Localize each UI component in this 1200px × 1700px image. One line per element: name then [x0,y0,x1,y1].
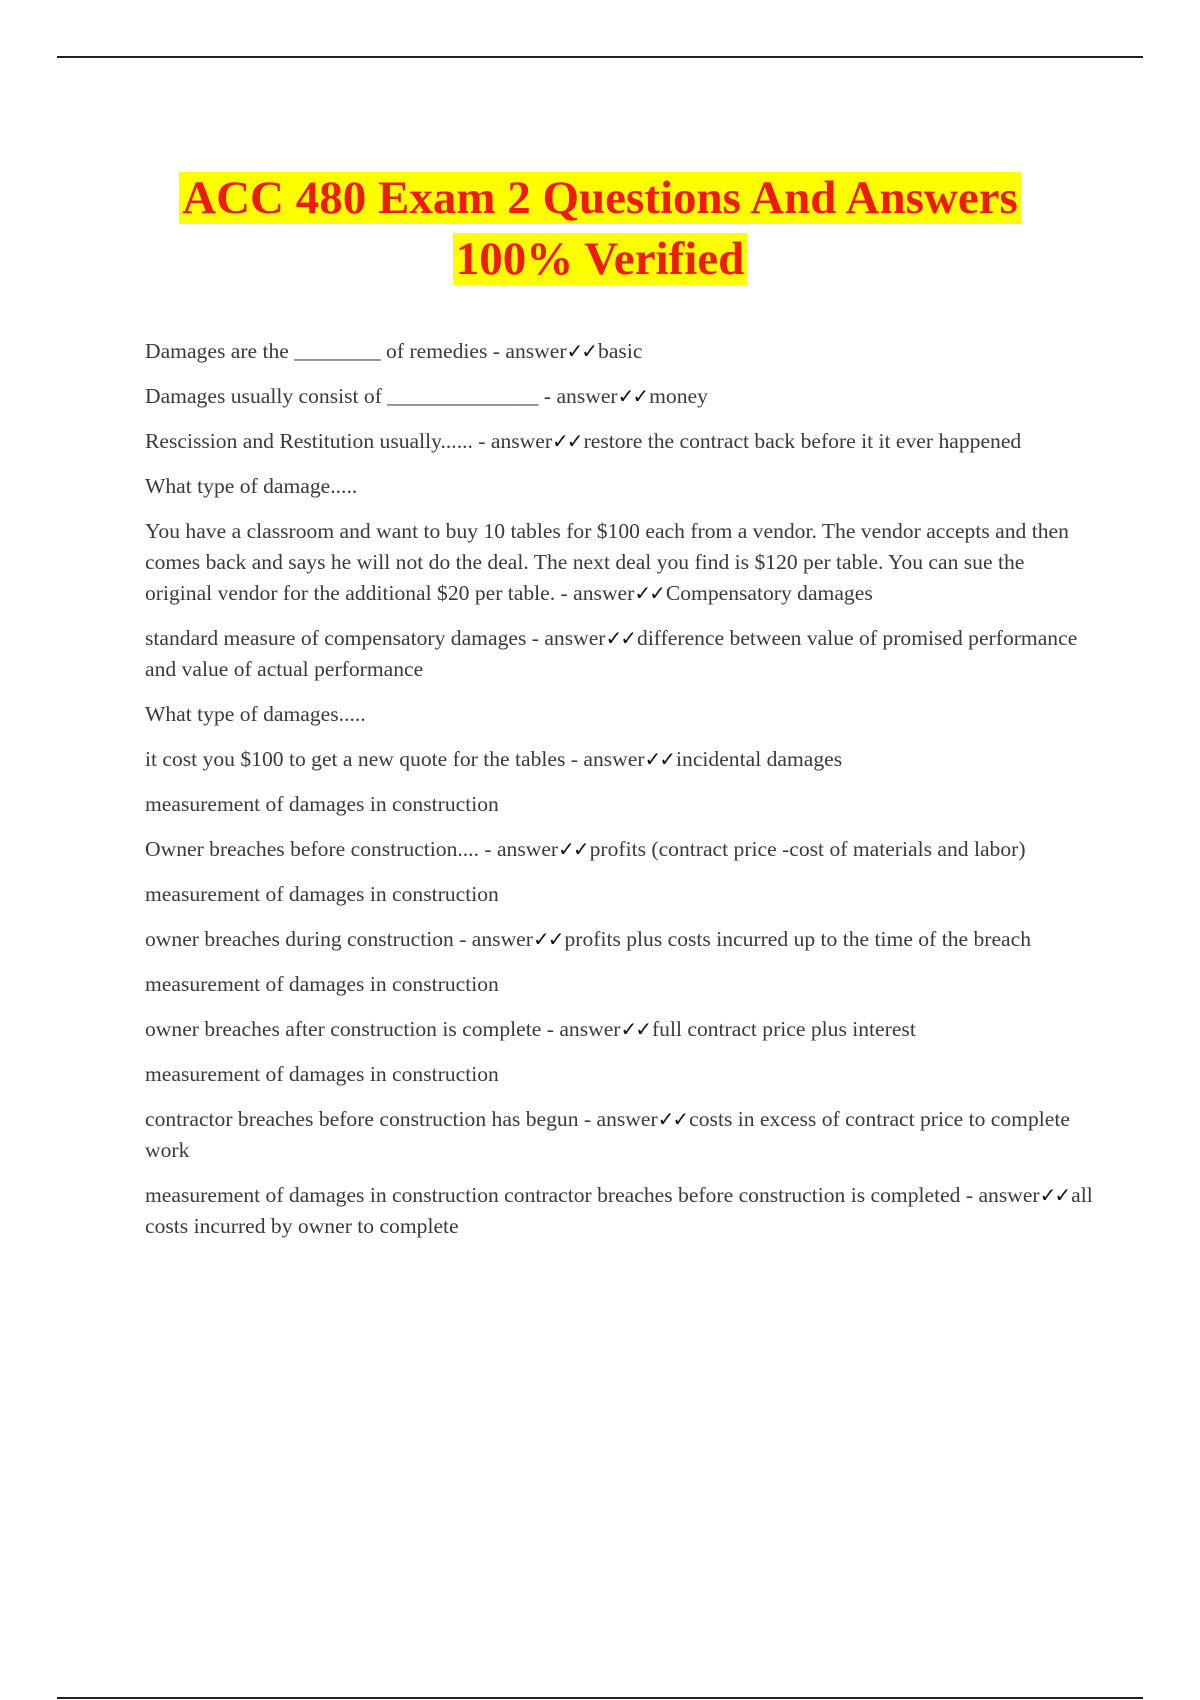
answer-text: incidental damages [676,747,843,771]
double-check-icon: ✓✓ [605,626,636,650]
question-text: owner breaches during construction - [145,927,472,951]
answer-text: all costs incurred by owner to complete [145,1183,1093,1238]
answer-label: answer [596,1107,658,1131]
answer-text: restore the contract back before it it ever happened [583,429,1022,453]
question-text: contractor breaches before construction has begun - [145,1107,597,1131]
question-text: measurement of damages in construction [145,972,499,996]
question-text: What type of damage..... [145,474,358,498]
qa-item [145,516,1095,609]
question-heading [145,699,1095,730]
qa-item [145,426,1095,457]
qa-list [145,336,1095,1256]
question-heading [145,471,1095,502]
question-heading [145,1059,1095,1090]
qa-item [145,336,1095,367]
question-text: What type of damages..... [145,702,366,726]
qa-item [145,834,1095,865]
qa-item [145,1014,1095,1045]
question-text: Damages usually consist of ______________ - [145,384,557,408]
answer-label: answer [544,626,606,650]
question-text: Owner breaches before construction.... - [145,837,497,861]
answer-text: profits (contract price -cost of materials and labor) [589,837,1026,861]
double-check-icon: ✓✓ [634,581,664,605]
qa-item [145,1180,1095,1242]
double-check-icon: ✓✓ [657,1107,688,1131]
question-heading [145,969,1095,1000]
question-text: standard measure of compensatory damages - [145,626,545,650]
header-rule [57,56,1143,58]
answer-text: difference between value of promised performance and value of actual performance [145,626,1078,681]
question-text: measurement of damages in construction [145,1062,499,1086]
double-check-icon: ✓✓ [620,1017,650,1041]
title-line-2: 100% Verified [453,233,748,285]
footer-rule [57,1697,1143,1699]
question-text: it cost you $100 to get a new quote for the tables - [145,747,584,771]
question-text: Rescission and Restitution usually...... - [145,429,491,453]
question-heading [145,879,1095,910]
double-check-icon: ✓✓ [552,429,582,453]
double-check-icon: ✓✓ [617,384,648,408]
answer-label: answer [583,747,645,771]
qa-item [145,924,1095,955]
question-text: You have a classroom and want to buy 10 tables for $100 each from a vendor. The vendor accepts and then comes back and says he will not do the deal. The next deal you find is $120 per table. You can sue the original vendor for the additional $20 per table. - [145,519,1069,605]
answer-text: basic [598,339,643,363]
title-line-1: ACC 480 Exam 2 Questions And Answers [179,172,1021,224]
question-text: Damages are the ________ of remedies - [145,339,506,363]
double-check-icon: ✓✓ [644,747,675,771]
answer-text: profits plus costs incurred up to the time of the breach [564,927,1032,951]
answer-label: answer [505,339,567,363]
answer-text: full contract price plus interest [651,1017,916,1041]
answer-label: answer [490,429,553,453]
answer-label: answer [978,1183,1040,1207]
answer-text: money [649,384,708,408]
question-text: measurement of damages in construction [145,882,499,906]
double-check-icon: ✓✓ [566,339,597,363]
double-check-icon: ✓✓ [1039,1183,1070,1207]
qa-item [145,623,1095,685]
question-text: measurement of damages in construction [145,792,499,816]
qa-item [145,1104,1095,1166]
qa-item [145,744,1095,775]
page-title [100,168,1100,290]
answer-label: answer [559,1017,621,1041]
double-check-icon: ✓✓ [558,837,588,861]
qa-item [145,381,1095,412]
answer-label: answer [556,384,618,408]
answer-label: answer [573,581,635,605]
question-text: measurement of damages in construction contractor breaches before construction is completed - [145,1183,979,1207]
question-heading [145,789,1095,820]
answer-text: costs in excess of contract price to complete work [145,1107,1070,1162]
answer-label: answer [496,837,559,861]
question-text: owner breaches after construction is complete - [145,1017,560,1041]
double-check-icon: ✓✓ [532,927,563,951]
answer-label: answer [471,927,533,951]
answer-text: Compensatory damages [665,581,873,605]
